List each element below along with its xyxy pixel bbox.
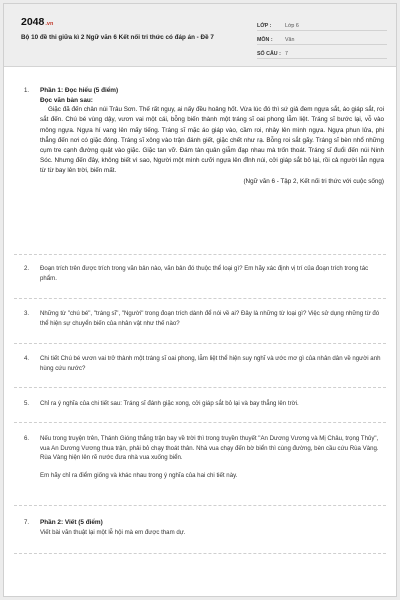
section-heading: Phần 1: Đọc hiểu (5 điểm) [40,87,119,94]
passage-source: (Ngữ văn 6 - Tập 2, Kết nối tri thức với cuộc sống) [243,177,384,185]
question-number: 1. [24,87,30,94]
divider [14,387,386,388]
meta-value: Lớp 6 [285,23,299,29]
meta-label: MÔN : [257,37,273,43]
section-heading: Phần 2: Viết (5 điểm) [40,519,103,526]
question-number: 6. [24,435,30,442]
divider [14,298,386,299]
question-text: Những từ "chú bé", "tráng sĩ", "Người" trong đoạn trích dành để nói về ai? Đây là những từ loại gì? Việc sử dụng những từ đó thể hiện sự chuyển biến của nhân vật như thế nào? [40,310,380,327]
site-logo[interactable] [21,16,53,28]
question-number: 4. [24,355,30,362]
document-page [3,3,397,597]
meta-row-subject [257,31,387,45]
question-text: Chi tiết Chú bé vươn vai trở thành một tráng sĩ oai phong, lẫm liệt thể hiện suy nghĩ và ước mơ gì của nhân dân về người anh hùng cứu nước? [40,355,381,372]
logo-domain: .vn [45,21,54,27]
document-header [4,4,396,67]
divider [14,505,386,506]
meta-value: Văn [285,37,295,43]
meta-row-class [257,17,387,31]
meta-row-count [257,45,387,59]
passage-intro: Đọc văn bản sau: [40,96,93,104]
question-text: Đoạn trích trên được trích trong văn bản nào, văn bản đó thuộc thể loại gì? Em hãy xác định vị trí của đoạn trích trong tác phẩm. [40,265,369,282]
question-number: 2. [24,265,30,272]
question-text: Chỉ ra ý nghĩa của chi tiết sau: Tráng sĩ đánh giặc xong, cởi giáp sắt bỏ lại và bay thẳng lên trời. [40,400,299,407]
meta-value: 7 [285,51,288,57]
question-text-followup: Em hãy chỉ ra điểm giống và khác nhau trong ý nghĩa của hai chi tiết này. [40,471,238,479]
divider [14,254,386,255]
meta-label: LỚP : [257,23,272,29]
question-number: 3. [24,310,30,317]
logo-text: 2048 [21,16,45,28]
document-title: Bộ 10 đề thi giữa kì 2 Ngữ văn 6 Kết nối tri thức có đáp án - Đề 7 [21,34,214,41]
question-number: 5. [24,400,30,407]
question-text: Nếu trong truyện trên, Thánh Gióng thắng trận bay về trời thì trong truyền thuyết "An Dương Vương và Mị Châu, trọng Thủy", vua An Dương Vương thua trận, phải bỏ chạy thoát thân. Nhà vua chạy đến bờ biển thì cùng đường, bèn cầu cứu Rùa Vàng. Rùa Vàng hiện lên rẽ nước đưa nhà vua xuống biển. [40,435,379,462]
meta-table [257,17,387,59]
reading-passage: Giặc đã đến chân núi Trâu Sơn. Thế rất nguy, ai nấy đều hoảng hốt. Vừa lúc đó thì sứ giả đem ngựa sắt, áo giáp sắt, roi sắt đến. Chú bé vùng dậy, vươn vai một cái, bỗng biến thành một tráng sĩ oai phong lẫm liệt. Tráng sĩ bước lại, vỗ vào mông ngựa. Ngựa hí vang lên mấy tiếng. Tráng sĩ mặc áo giáp vào, cầm roi, nhảy lên mình ngựa. Ngựa phun lửa, phi thẳng đến nơi có giặc đóng. Tráng sĩ xông vào trận đánh giết, giặc chết như rạ. Bỗng roi sắt gãy. Tráng sĩ bèn nhổ những cụm tre cạnh đường quật vào giặc. Giặc tan vỡ. Đám tàn quân giẫm đạp nhau mà trốn thoát. Tráng sĩ đuổi đến núi Ninh Sóc. Nhưng đến đây, không biết vì sao, Người một mình cưỡi ngựa lên đỉnh núi, cởi giáp sắt bỏ lại, rồi cả người lẫn ngựa từ từ bay lên trời, biến mất. [40,106,384,175]
meta-label: SỐ CÂU : [257,51,281,57]
question-number: 7. [24,519,30,526]
divider [14,553,386,554]
divider [14,422,386,423]
question-text: Viết bài văn thuật lại một lễ hội mà em được tham dự. [40,528,186,536]
divider [14,343,386,344]
